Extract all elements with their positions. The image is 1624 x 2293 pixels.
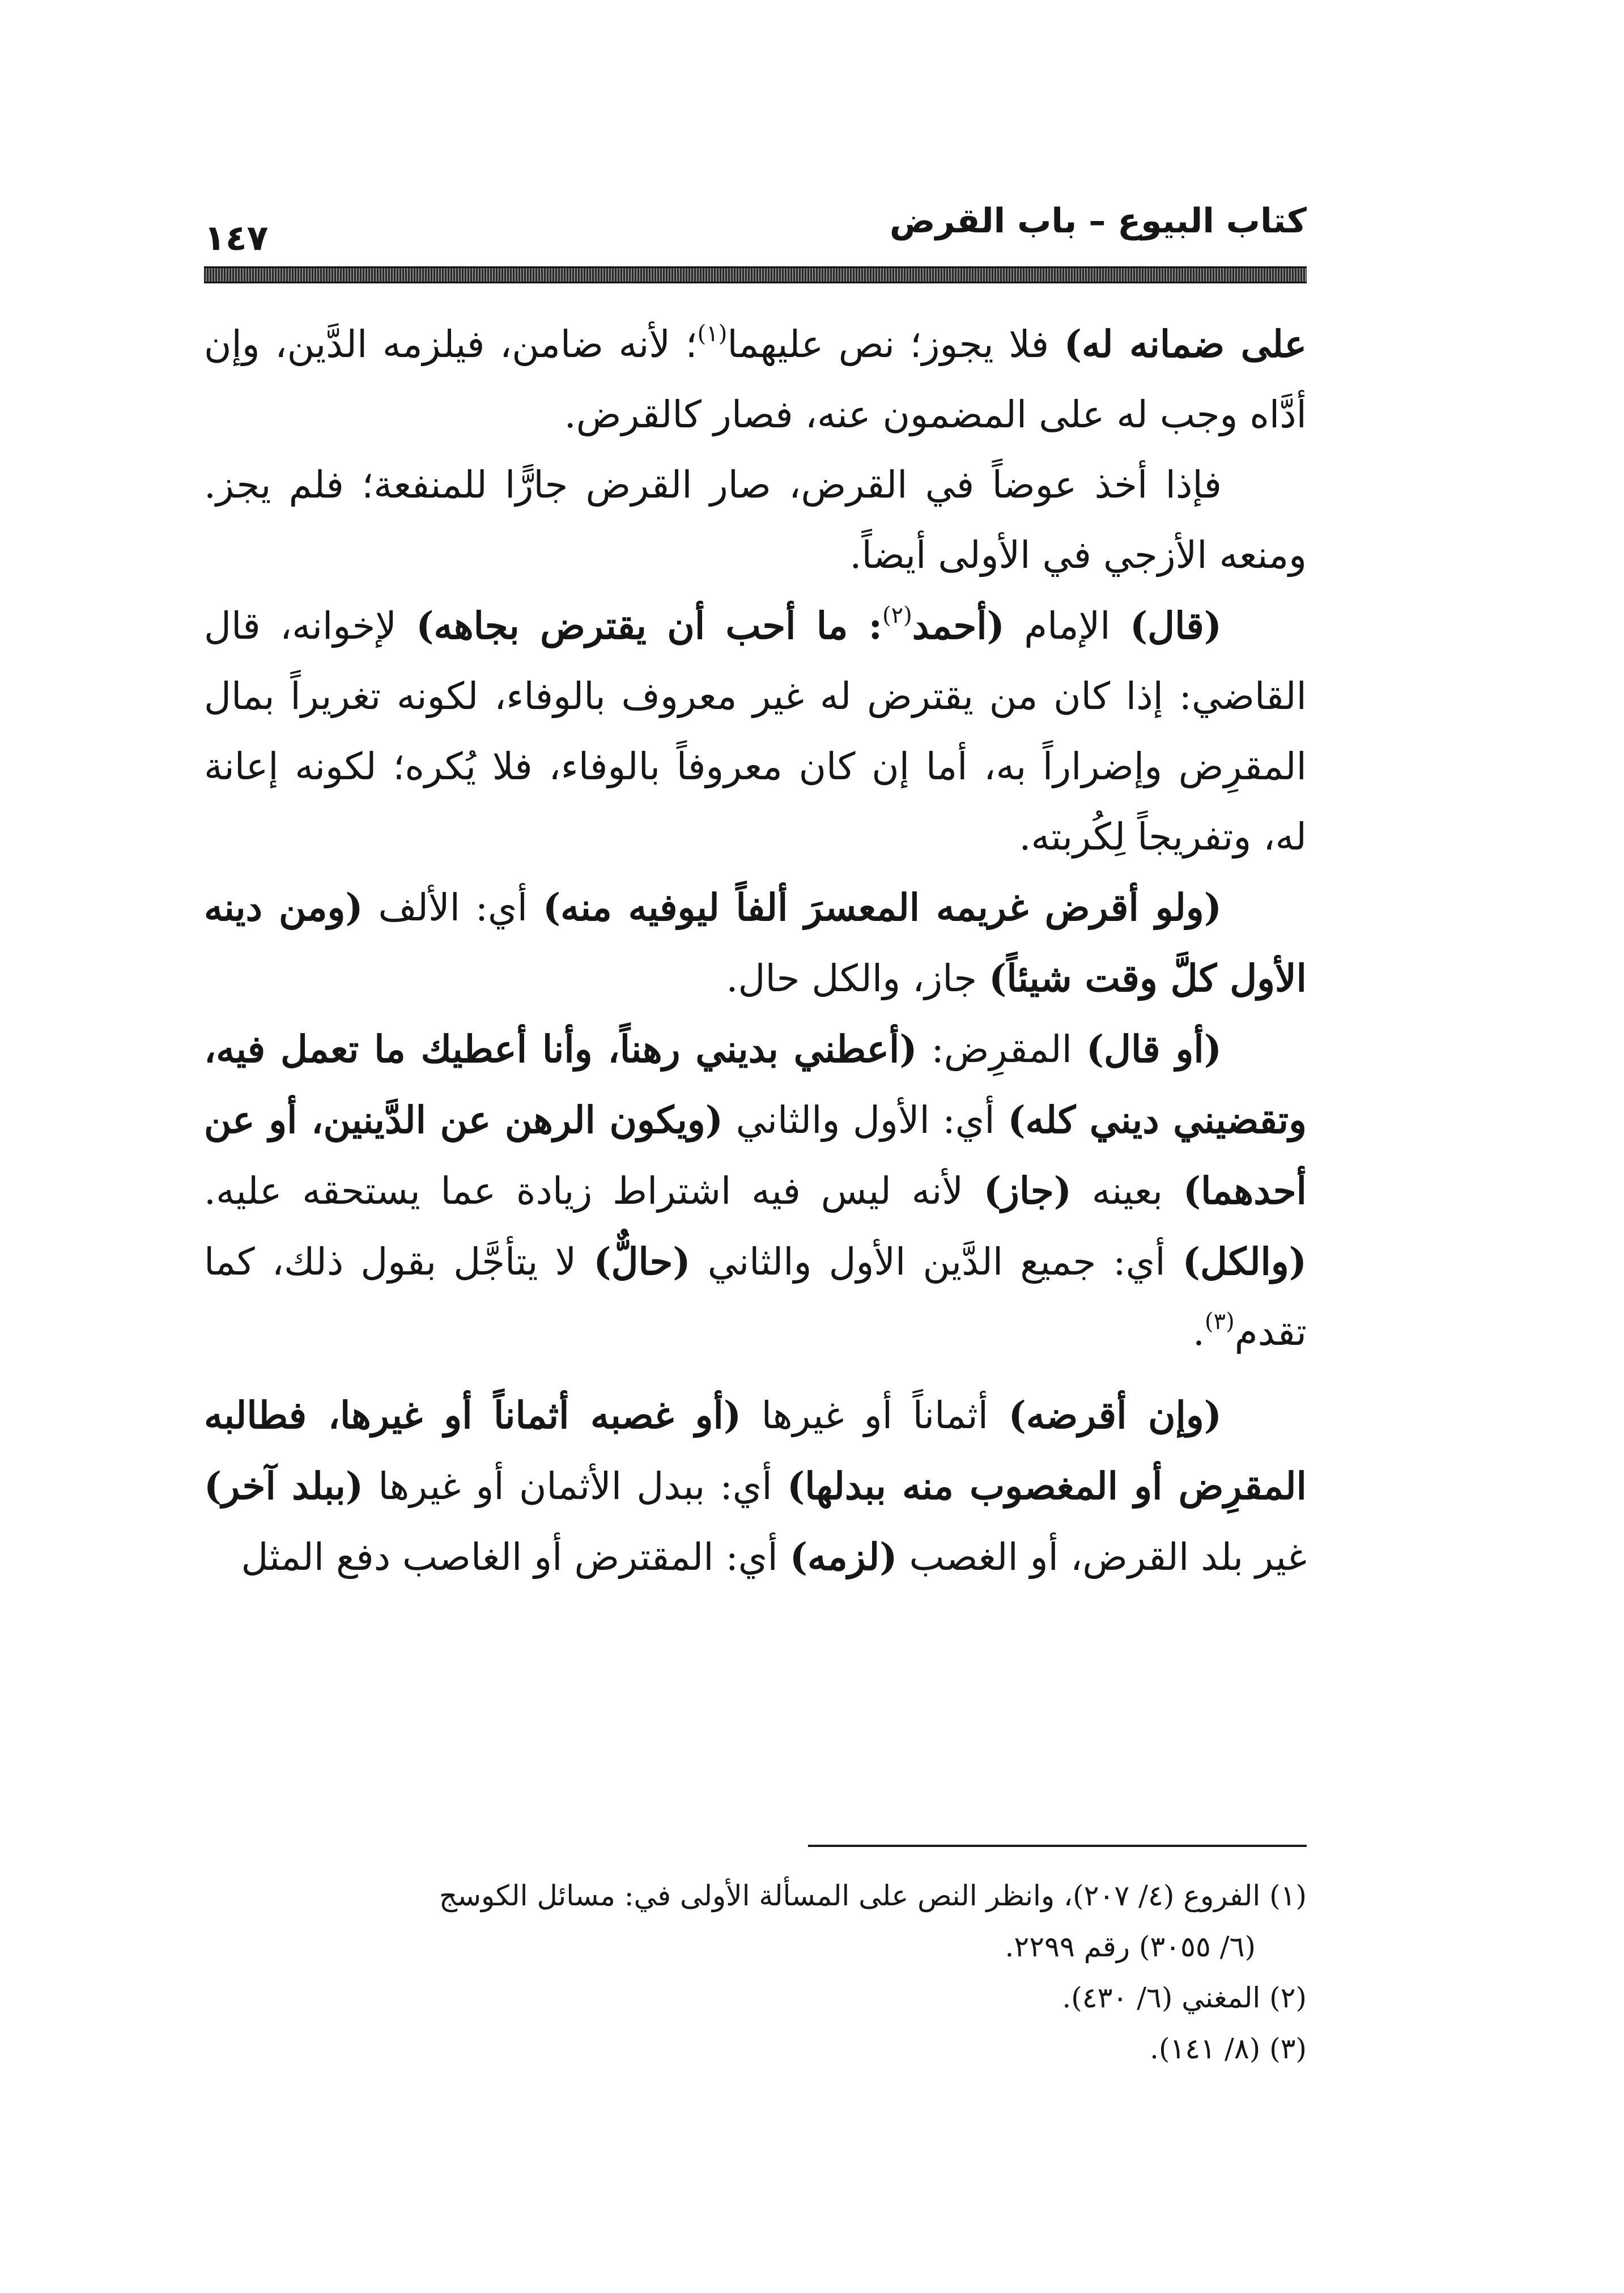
sharh-text: فإذا أخذ عوضاً في القرض، صار القرض جارًّا للمنفعة؛ فلم يجز. ومنعه الأزجي في الأولى أيضاً.: [204, 463, 1307, 577]
running-title: كتاب البيوع – باب القرض: [889, 201, 1307, 241]
matn-text: (أحمد: [912, 604, 1005, 648]
sharh-text: ؛ لأنه ضامن، فيلزمه الدَّين، وإن أدَّاه وجب له على المضمون عنه، فصار كالقرض.: [204, 322, 1307, 436]
paragraph-4: [204, 872, 1307, 1014]
matn-text: (ولو أقرض غريمه المعسرَ ألفاً ليوفيه منه): [542, 885, 1222, 929]
sharh-text: أي: ببدل الأثمان أو غيرها: [363, 1464, 788, 1508]
sharh-text: .: [1193, 1310, 1205, 1354]
sharh-text: أي: الألف: [363, 886, 543, 929]
paragraph-2: [204, 450, 1307, 591]
page-number: ١٤٧: [204, 217, 269, 258]
footnote-1-line-2: (٦/ ٣٠٥٥) رقم ٢٢٩٩.: [1005, 1930, 1256, 1963]
matn-text: : ما أحب أن يقترض بجاهه): [416, 604, 883, 648]
matn-text: (أو قال): [1086, 1027, 1222, 1071]
footnote-2: (٢) المغني (٦/ ٤٣٠).: [1062, 1981, 1307, 2014]
footnote-3: (٣) (٨/ ١٤١).: [1150, 2032, 1307, 2065]
page-header: [204, 187, 1307, 261]
paragraph-3: [204, 591, 1307, 872]
sharh-text: لا يتأجَّل بقول ذلك، كما تقدم: [204, 1240, 1307, 1354]
sharh-text: لإخوانه، قال القاضي: إذا كان من يقترض له غير معروف بالوفاء، لكونه تغريراً بمال المقرِض وإضراراً به، أما إن كان معروفاً بالوفاء، فلا يُكره؛ لكونه إعانة له، وتفريجاً لِكُربته.: [204, 604, 1307, 859]
matn-text: (جاز): [983, 1169, 1072, 1213]
matn-text: (قال): [1129, 604, 1222, 648]
matn-text: (لزمه): [789, 1535, 898, 1579]
sharh-text: غير بلد القرض، أو الغصب: [897, 1535, 1307, 1579]
sharh-text: أي: الأول والثاني: [722, 1098, 1008, 1142]
matn-text: (وإن أقرضه): [1008, 1393, 1222, 1437]
matn-text: على ضمانه له): [1064, 322, 1307, 366]
footnote-ref-2: (٢): [882, 602, 912, 629]
sharh-text: أثماناً أو غيرها: [741, 1394, 1009, 1437]
footnote-1-line-1: (١) الفروع (٤/ ٢٠٧)، وانظر النص على المسألة الأولى في: مسائل الكوسج: [439, 1879, 1307, 1912]
matn-text: (ويكون الرهن عن الدَّينين، أو عن أحدهما): [204, 1098, 1307, 1213]
matn-text: (أو غصبه أثماناً أو غيرها، فطالبه المقرِض أو المغصوب منه ببدلها): [204, 1393, 1307, 1508]
footnote-ref-1: (١): [697, 321, 728, 347]
sharh-text: المقرِض:: [917, 1027, 1086, 1071]
footnote-ref-3: (٣): [1205, 1309, 1235, 1335]
paragraph-6: [204, 1380, 1307, 1593]
sharh-text: الإمام: [1004, 604, 1130, 648]
sharh-text: أي: المقترض أو الغاصب دفع المثل: [241, 1535, 790, 1579]
footnote-separator: [808, 1845, 1307, 1847]
footnote-1: [204, 1870, 1307, 1972]
sharh-text: أي: جميع الدَّين الأول والثاني: [690, 1240, 1183, 1284]
footnotes: [204, 1870, 1307, 2074]
main-text: [204, 309, 1307, 1593]
paragraph-5: [204, 1014, 1307, 1368]
matn-text: (ببلد آخر): [204, 1464, 364, 1508]
sharh-text: لأنه ليس فيه اشتراط زيادة عما يستحقه عليه.: [204, 1169, 984, 1213]
sharh-text: جاز، والكل حال.: [726, 957, 989, 1000]
header-rule: [204, 266, 1307, 283]
matn-text: (والكل): [1182, 1239, 1307, 1284]
sharh-text: بعينه: [1072, 1169, 1183, 1213]
sharh-text: فلا يجوز؛ نص عليهما: [727, 322, 1064, 366]
matn-text: (أعطني بديني رهناً، وأنا أعطيك ما تعمل فيه، وتقضيني ديني كله): [204, 1027, 1307, 1142]
matn-text: (حالٌّ): [593, 1239, 691, 1284]
paragraph-1: [204, 309, 1307, 450]
matn-text: (ومن دينه الأول كلَّ وقت شيئاً): [204, 885, 1307, 1000]
